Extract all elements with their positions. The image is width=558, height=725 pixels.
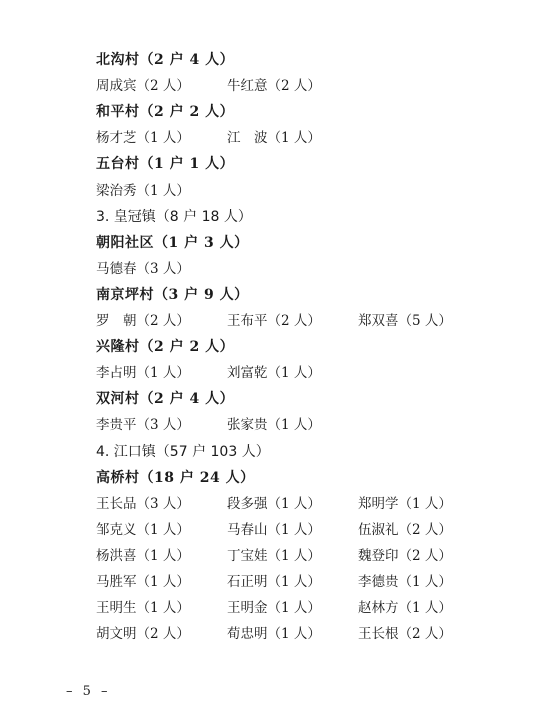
name-entry: 王长品（3 人）: [96, 495, 190, 512]
name-entry: 李贵平（3 人）: [96, 417, 190, 434]
name-entry: 张家贵（1 人）: [227, 417, 321, 434]
name-entry: 段多强（1 人）: [227, 495, 321, 512]
name-entry: 李占明（1 人）: [96, 365, 190, 382]
name-entry: 王明金（1 人）: [227, 600, 321, 617]
name-entry: 牛红意（2 人）: [227, 78, 321, 95]
village-heading: 高桥村（18 户 24 人）: [96, 469, 255, 486]
name-entry: 丁宝娃（1 人）: [227, 547, 321, 564]
name-entry: 魏登印（2 人）: [358, 547, 452, 564]
name-entry: 胡文明（2 人）: [96, 626, 190, 643]
name-entry: 荀忠明（1 人）: [227, 626, 321, 643]
name-entry: 王长根（2 人）: [358, 626, 452, 643]
name-entry: 马春山（1 人）: [227, 521, 321, 538]
town-section-heading: 3. 皇冠镇（8 户 18 人）: [96, 208, 252, 225]
name-entry: 伍淑礼（2 人）: [358, 521, 452, 538]
name-entry: 杨洪喜（1 人）: [96, 547, 190, 564]
name-entry: 李德贵（1 人）: [358, 574, 452, 590]
village-heading: 双河村（2 户 4 人）: [96, 391, 235, 408]
name-entry: 周成宾（2 人）: [96, 78, 190, 95]
name-entry: 王明生（1 人）: [96, 600, 190, 617]
name-entry: 马胜军（1 人）: [96, 574, 190, 590]
name-entry: 邹克义（1 人）: [96, 521, 190, 538]
name-entry: 杨才芝（1 人）: [96, 130, 190, 147]
village-heading: 朝阳社区（1 户 3 人）: [96, 234, 249, 251]
name-entry: 罗 朝（2 人）: [96, 313, 190, 329]
name-entry: 郑明学（1 人）: [358, 495, 452, 512]
village-heading: 五台村（1 户 1 人）: [96, 156, 235, 173]
name-entry: 梁治秀（1 人）: [96, 182, 190, 199]
name-entry: 赵林方（1 人）: [358, 600, 452, 617]
village-heading: 和平村（2 户 2 人）: [96, 104, 235, 121]
town-section-heading: 4. 江口镇（57 户 103 人）: [96, 443, 270, 460]
name-entry: 王布平（2 人）: [227, 313, 321, 329]
name-entry: 郑双喜（5 人）: [358, 313, 452, 329]
village-heading: 兴隆村（2 户 2 人）: [96, 339, 235, 356]
page-number: – 5 –: [66, 684, 111, 699]
name-entry: 马德春（3 人）: [96, 260, 190, 277]
name-entry: 石正明（1 人）: [227, 574, 321, 590]
village-heading: 北沟村（2 户 4 人）: [96, 52, 235, 68]
name-entry: 刘富乾（1 人）: [227, 365, 321, 382]
village-heading: 南京坪村（3 户 9 人）: [96, 286, 249, 303]
name-entry: 江 波（1 人）: [227, 130, 321, 147]
